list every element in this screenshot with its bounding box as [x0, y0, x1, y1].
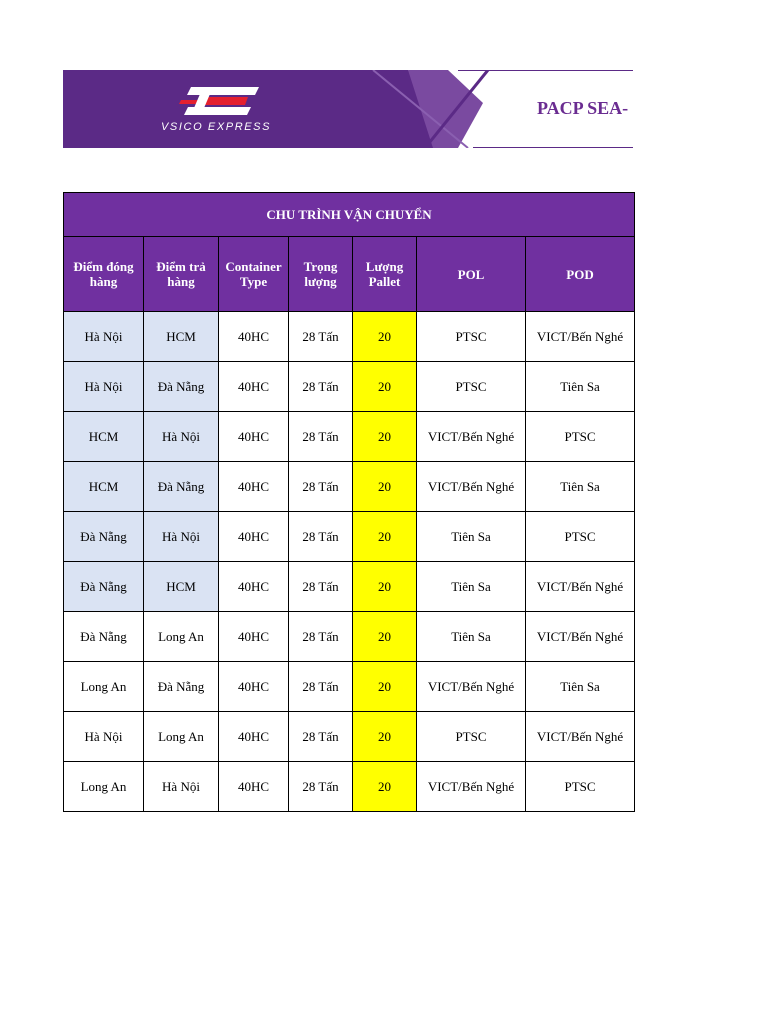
table-cell-diem-dong-hang: Đà Nẵng	[64, 562, 144, 612]
table-cell-diem-dong-hang: Long An	[64, 762, 144, 812]
table-cell-pol: VICT/Bến Nghé	[417, 412, 526, 462]
table-cell-diem-tra-hang: Đà Nẵng	[144, 362, 219, 412]
table-cell-diem-tra-hang: Đà Nẵng	[144, 462, 219, 512]
brand-name: VSICO EXPRESS	[161, 121, 272, 133]
table-cell-diem-dong-hang: HCM	[64, 412, 144, 462]
table-cell-container-type: 40HC	[219, 412, 289, 462]
table-cell-pol: VICT/Bến Nghé	[417, 462, 526, 512]
table-cell-container-type: 40HC	[219, 612, 289, 662]
table-cell-pol: VICT/Bến Nghé	[417, 662, 526, 712]
table-cell-trong-luong: 28 Tấn	[289, 712, 353, 762]
table-cell-container-type: 40HC	[219, 762, 289, 812]
table-cell-container-type: 40HC	[219, 362, 289, 412]
column-header-container-type: Container Type	[219, 237, 289, 312]
table-cell-luong-pallet: 20	[353, 412, 417, 462]
column-header-pol: POL	[417, 237, 526, 312]
table-cell-trong-luong: 28 Tấn	[289, 762, 353, 812]
table-cell-container-type: 40HC	[219, 312, 289, 362]
table-row	[64, 412, 635, 462]
table-cell-container-type: 40HC	[219, 512, 289, 562]
table-cell-pol: PTSC	[417, 312, 526, 362]
table-cell-pol: Tiên Sa	[417, 562, 526, 612]
table-cell-diem-dong-hang: Đà Nẵng	[64, 512, 144, 562]
table-cell-luong-pallet: 20	[353, 762, 417, 812]
table-cell-diem-tra-hang: Long An	[144, 612, 219, 662]
table-cell-container-type: 40HC	[219, 712, 289, 762]
table-row	[64, 662, 635, 712]
table-cell-trong-luong: 28 Tấn	[289, 462, 353, 512]
column-header-diem-tra-hang: Điểm trả hàng	[144, 237, 219, 312]
table-cell-luong-pallet: 20	[353, 312, 417, 362]
table-cell-pol: Tiên Sa	[417, 612, 526, 662]
table-cell-trong-luong: 28 Tấn	[289, 562, 353, 612]
table-cell-diem-dong-hang: Hà Nội	[64, 712, 144, 762]
table-cell-diem-dong-hang: HCM	[64, 462, 144, 512]
table-cell-trong-luong: 28 Tấn	[289, 312, 353, 362]
table-cell-pol: Tiên Sa	[417, 512, 526, 562]
table-cell-luong-pallet: 20	[353, 562, 417, 612]
table-cell-diem-tra-hang: Hà Nội	[144, 512, 219, 562]
column-header-pod: POD	[526, 237, 635, 312]
table-cell-container-type: 40HC	[219, 462, 289, 512]
table-cell-luong-pallet: 20	[353, 512, 417, 562]
table-cell-diem-dong-hang: Hà Nội	[64, 312, 144, 362]
table-title: CHU TRÌNH VẬN CHUYỂN	[64, 193, 635, 237]
table-cell-luong-pallet: 20	[353, 362, 417, 412]
column-header-trong-luong: Trọng lượng	[289, 237, 353, 312]
table-cell-trong-luong: 28 Tấn	[289, 412, 353, 462]
table-cell-diem-tra-hang: HCM	[144, 562, 219, 612]
column-header-luong-pallet: Lượng Pallet	[353, 237, 417, 312]
table-cell-container-type: 40HC	[219, 662, 289, 712]
table-row	[64, 762, 635, 812]
table-cell-pod: PTSC	[526, 762, 635, 812]
table-cell-trong-luong: 28 Tấn	[289, 612, 353, 662]
table-cell-diem-dong-hang: Hà Nội	[64, 362, 144, 412]
table-cell-pod: VICT/Bến Nghé	[526, 612, 635, 662]
table-cell-trong-luong: 28 Tấn	[289, 362, 353, 412]
table-cell-pod: VICT/Bến Nghé	[526, 562, 635, 612]
table-cell-diem-tra-hang: Đà Nẵng	[144, 662, 219, 712]
table-cell-pol: PTSC	[417, 712, 526, 762]
table-cell-diem-tra-hang: Hà Nội	[144, 412, 219, 462]
shipping-cycle-table	[63, 192, 635, 812]
table-cell-pod: PTSC	[526, 412, 635, 462]
table-cell-pod: VICT/Bến Nghé	[526, 312, 635, 362]
page-title: PACP SEA-	[537, 98, 629, 118]
table-cell-diem-dong-hang: Long An	[64, 662, 144, 712]
table-row	[64, 312, 635, 362]
table-cell-luong-pallet: 20	[353, 712, 417, 762]
table-header-row	[64, 237, 635, 312]
table-cell-luong-pallet: 20	[353, 662, 417, 712]
table-cell-pod: Tiên Sa	[526, 362, 635, 412]
table-cell-diem-tra-hang: Long An	[144, 712, 219, 762]
table-cell-luong-pallet: 20	[353, 612, 417, 662]
table-cell-pod: VICT/Bến Nghé	[526, 712, 635, 762]
table-row	[64, 462, 635, 512]
table-row	[64, 712, 635, 762]
header-banner	[63, 70, 633, 148]
table-row	[64, 612, 635, 662]
table-cell-trong-luong: 28 Tấn	[289, 662, 353, 712]
table-row	[64, 362, 635, 412]
table-cell-pod: PTSC	[526, 512, 635, 562]
table-cell-diem-tra-hang: Hà Nội	[144, 762, 219, 812]
table-cell-diem-dong-hang: Đà Nẵng	[64, 612, 144, 662]
table-row	[64, 512, 635, 562]
table-cell-diem-tra-hang: HCM	[144, 312, 219, 362]
table-cell-pod: Tiên Sa	[526, 462, 635, 512]
table-cell-trong-luong: 28 Tấn	[289, 512, 353, 562]
column-header-diem-dong-hang: Điểm đóng hàng	[64, 237, 144, 312]
table-cell-pol: PTSC	[417, 362, 526, 412]
table-cell-pol: VICT/Bến Nghé	[417, 762, 526, 812]
table-row	[64, 562, 635, 612]
table-cell-pod: Tiên Sa	[526, 662, 635, 712]
table-cell-luong-pallet: 20	[353, 462, 417, 512]
table-body	[64, 312, 635, 812]
table-cell-container-type: 40HC	[219, 562, 289, 612]
